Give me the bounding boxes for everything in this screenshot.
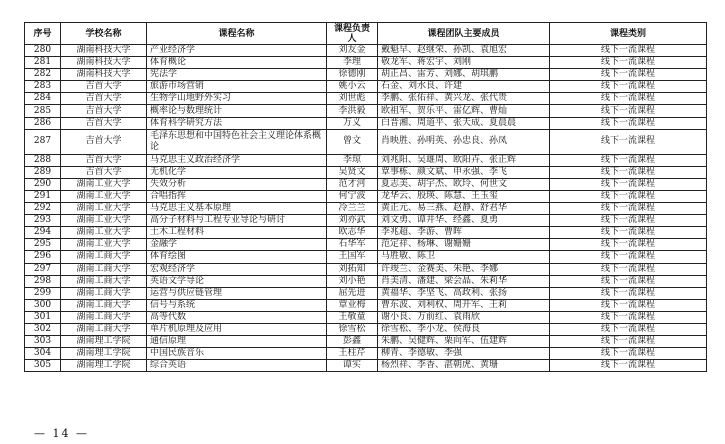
- row-course: 土木工程材料: [147, 227, 327, 239]
- row-no: 289: [25, 166, 61, 178]
- row-no: 292: [25, 203, 61, 215]
- row-type: 线下一流课程: [550, 93, 707, 105]
- row-school: 湖南工业大学: [61, 190, 147, 202]
- row-team: 戴魁早、赵继荣、孙凯、袁旭宏: [378, 45, 550, 57]
- row-type: 线下一流课程: [550, 348, 707, 360]
- row-no: 299: [25, 287, 61, 299]
- row-no: 283: [25, 81, 61, 93]
- table-row: [25, 178, 707, 190]
- row-team: 马胜敏、陈卫: [378, 251, 550, 263]
- row-leader: 王国军: [327, 251, 378, 263]
- header-leader: 课程负责人: [327, 23, 378, 45]
- row-team: 黄正元、易三燕、赵静、舒君华: [378, 203, 550, 215]
- row-no: 302: [25, 323, 61, 335]
- table-row: [25, 105, 707, 117]
- row-leader: 范才河: [327, 178, 378, 190]
- row-type: 线下一流课程: [550, 323, 707, 335]
- row-no: 305: [25, 360, 61, 372]
- row-course: 中国民族音乐: [147, 348, 327, 360]
- row-type: 线下一流课程: [550, 360, 707, 372]
- row-no: 304: [25, 348, 61, 360]
- row-team: 杨烈祥、李香、湛朝虎、黄珊: [378, 360, 550, 372]
- table-row: [25, 227, 707, 239]
- row-no: 282: [25, 69, 61, 81]
- row-school: 湖南理工学院: [61, 360, 147, 372]
- row-no: 300: [25, 299, 61, 311]
- row-type: 线下一流课程: [550, 117, 707, 129]
- row-leader: 何宁波: [327, 190, 378, 202]
- row-leader: 刘世彪: [327, 93, 378, 105]
- row-course: 英语文学导论: [147, 275, 327, 287]
- row-leader: 徐雪松: [327, 323, 378, 335]
- row-leader: 徐德刚: [327, 69, 378, 81]
- row-school: 湖南理工学院: [61, 336, 147, 348]
- header-type: 课程类别: [550, 23, 707, 45]
- row-no: 285: [25, 105, 61, 117]
- row-school: 湖南工商大学: [61, 287, 147, 299]
- row-no: 284: [25, 93, 61, 105]
- page-number: — 14 —: [34, 427, 89, 440]
- row-no: 293: [25, 215, 61, 227]
- row-leader: 吴贤文: [327, 166, 378, 178]
- row-leader: 覃业梅: [327, 299, 378, 311]
- row-team: 石金、刘水良、许建: [378, 81, 550, 93]
- row-course: 宪法学: [147, 69, 327, 81]
- row-school: 湖南理工学院: [61, 348, 147, 360]
- row-leader: 王柱芹: [327, 348, 378, 360]
- row-school: 湖南工商大学: [61, 323, 147, 335]
- row-school: 湖南工商大学: [61, 263, 147, 275]
- row-school: 湖南工业大学: [61, 227, 147, 239]
- row-leader: 姚小云: [327, 81, 378, 93]
- row-team: 肖映胜、孙明英、孙忠良、孙凤: [378, 129, 550, 154]
- table-row: [25, 348, 707, 360]
- row-type: 线下一流课程: [550, 178, 707, 190]
- course-table: [24, 22, 707, 372]
- table-body: [25, 45, 707, 372]
- row-type: 线下一流课程: [550, 154, 707, 166]
- table-row: [25, 215, 707, 227]
- row-leader: 欧志华: [327, 227, 378, 239]
- table-row: [25, 129, 707, 154]
- row-course: 旅游市场营销: [147, 81, 327, 93]
- row-course: 宏观经济学: [147, 263, 327, 275]
- table-row: [25, 275, 707, 287]
- row-type: 线下一流课程: [550, 311, 707, 323]
- row-school: 吉首大学: [61, 105, 147, 117]
- row-leader: 曾文: [327, 129, 378, 154]
- row-team: 敬龙军、蒋宏宇、刘刚: [378, 57, 550, 69]
- row-course: 信号与系统: [147, 299, 327, 311]
- row-type: 线下一流课程: [550, 215, 707, 227]
- row-team: 龙华云、殷瑛、陈慧、王玉玺: [378, 190, 550, 202]
- row-school: 湖南工商大学: [61, 251, 147, 263]
- row-team: 范定祥、杨琳、谢姗姗: [378, 239, 550, 251]
- table-row: [25, 251, 707, 263]
- row-no: 294: [25, 227, 61, 239]
- row-school: 吉首大学: [61, 81, 147, 93]
- row-leader: 彭鑫: [327, 336, 378, 348]
- row-school: 湖南工商大学: [61, 275, 147, 287]
- row-school: 湖南工业大学: [61, 178, 147, 190]
- row-course: 生物学山地野外实习: [147, 93, 327, 105]
- row-no: 298: [25, 275, 61, 287]
- row-school: 湖南科技大学: [61, 69, 147, 81]
- table-row: [25, 81, 707, 93]
- table-row: [25, 190, 707, 202]
- row-team: 黄福华、李坚飞、高政利、张扬: [378, 287, 550, 299]
- row-leader: 屈先进: [327, 287, 378, 299]
- row-no: 296: [25, 251, 61, 263]
- row-no: 280: [25, 45, 61, 57]
- row-course: 产业经济学: [147, 45, 327, 57]
- row-leader: 冷兰兰: [327, 203, 378, 215]
- row-leader: 刘拓知: [327, 263, 378, 275]
- row-type: 线下一流课程: [550, 190, 707, 202]
- row-school: 吉首大学: [61, 93, 147, 105]
- row-no: 291: [25, 190, 61, 202]
- row-no: 301: [25, 311, 61, 323]
- header-team: 课程团队主要成员: [378, 23, 550, 45]
- row-course: 综合英语: [147, 360, 327, 372]
- row-school: 湖南科技大学: [61, 45, 147, 57]
- row-type: 线下一流课程: [550, 275, 707, 287]
- table-header-row: [25, 23, 707, 45]
- row-team: 谢小良、万前红、袁雨欣: [378, 311, 550, 323]
- row-type: 线下一流课程: [550, 57, 707, 69]
- row-school: 湖南工业大学: [61, 239, 147, 251]
- row-team: 刘文勇、谭井华、经鑫、夏勇: [378, 215, 550, 227]
- row-type: 线下一流课程: [550, 227, 707, 239]
- row-leader: 王敬童: [327, 311, 378, 323]
- row-school: 湖南科技大学: [61, 57, 147, 69]
- row-course: 体育概论: [147, 57, 327, 69]
- table-row: [25, 287, 707, 299]
- table-row: [25, 263, 707, 275]
- table-row: [25, 69, 707, 81]
- row-team: 夏志美、胡宇杰、欧玲、何世文: [378, 178, 550, 190]
- row-team: 徐雪松、李小龙、侯海良: [378, 323, 550, 335]
- row-course: 通信原理: [147, 336, 327, 348]
- table-row: [25, 239, 707, 251]
- row-leader: 石华军: [327, 239, 378, 251]
- row-no: 286: [25, 117, 61, 129]
- row-leader: 李洪毅: [327, 105, 378, 117]
- row-team: 柳青、李德敏、李强: [378, 348, 550, 360]
- table-row: [25, 299, 707, 311]
- row-course: 运营与供应链管理: [147, 287, 327, 299]
- row-team: 曹东波、刘利权、周开军、王莉: [378, 299, 550, 311]
- row-leader: 刘小艳: [327, 275, 378, 287]
- table-row: [25, 311, 707, 323]
- row-type: 线下一流课程: [550, 251, 707, 263]
- row-no: 281: [25, 57, 61, 69]
- row-school: 吉首大学: [61, 117, 147, 129]
- row-type: 线下一流课程: [550, 299, 707, 311]
- header-no: 序号: [25, 23, 61, 45]
- row-course: 合唱指挥: [147, 190, 327, 202]
- row-leader: 刘亦武: [327, 215, 378, 227]
- row-school: 湖南工业大学: [61, 203, 147, 215]
- row-type: 线下一流课程: [550, 263, 707, 275]
- row-type: 线下一流课程: [550, 69, 707, 81]
- row-type: 线下一流课程: [550, 336, 707, 348]
- header-school: 学校名称: [61, 23, 147, 45]
- row-team: 李兆超、李游、曹晖: [378, 227, 550, 239]
- table-row: [25, 57, 707, 69]
- row-course: 马克思主义基本原理: [147, 203, 327, 215]
- row-type: 线下一流课程: [550, 129, 707, 154]
- row-team: 李鹏、张佑祥、黄兴龙、张代贵: [378, 93, 550, 105]
- table-row: [25, 203, 707, 215]
- row-school: 吉首大学: [61, 154, 147, 166]
- row-no: 295: [25, 239, 61, 251]
- row-course: 金融学: [147, 239, 327, 251]
- row-school: 湖南工商大学: [61, 311, 147, 323]
- row-school: 吉首大学: [61, 129, 147, 154]
- row-team: 许竣兰、金赛美、朱艳、李娜: [378, 263, 550, 275]
- row-team: 刘兆阳、吴雄周、欧阳卉、张正辉: [378, 154, 550, 166]
- row-course: 体育科学研究方法: [147, 117, 327, 129]
- row-type: 线下一流课程: [550, 287, 707, 299]
- row-leader: 李理: [327, 57, 378, 69]
- row-team: 肖美清、潘建、梁会晶、朱莉华: [378, 275, 550, 287]
- row-type: 线下一流课程: [550, 166, 707, 178]
- row-leader: 谭实: [327, 360, 378, 372]
- row-course: 马克思主义政治经济学: [147, 154, 327, 166]
- row-course: 失效分析: [147, 178, 327, 190]
- row-type: 线下一流课程: [550, 45, 707, 57]
- header-course: 课程名称: [147, 23, 327, 45]
- row-no: 287: [25, 129, 61, 154]
- row-course: 高分子材料与工程专业导论与研讨: [147, 215, 327, 227]
- row-team: 覃事栋、颜文斌、申永强、李飞: [378, 166, 550, 178]
- row-team: 朱鹏、吴健辉、栗向军、伍建辉: [378, 336, 550, 348]
- row-school: 湖南工商大学: [61, 299, 147, 311]
- row-type: 线下一流课程: [550, 203, 707, 215]
- row-leader: 李琼: [327, 154, 378, 166]
- row-course: 体育绘图: [147, 251, 327, 263]
- row-no: 288: [25, 154, 61, 166]
- table-row: [25, 336, 707, 348]
- row-leader: 刘友金: [327, 45, 378, 57]
- table-row: [25, 93, 707, 105]
- row-school: 吉首大学: [61, 166, 147, 178]
- table-row: [25, 323, 707, 335]
- row-school: 湖南工业大学: [61, 215, 147, 227]
- row-team: 欧祖军、贺乐平、雷亿辉、曹灿: [378, 105, 550, 117]
- row-no: 290: [25, 178, 61, 190]
- row-course: 毛泽东思想和中国特色社会主义理论体系概论: [147, 129, 327, 154]
- table-row: [25, 117, 707, 129]
- row-no: 297: [25, 263, 61, 275]
- row-course: 高等代数: [147, 311, 327, 323]
- table-row: [25, 154, 707, 166]
- row-course: 单片机原理及应用: [147, 323, 327, 335]
- table-row: [25, 45, 707, 57]
- row-leader: 万义: [327, 117, 378, 129]
- row-team: 白晋湘、周道平、张天成、夏晨晨: [378, 117, 550, 129]
- row-type: 线下一流课程: [550, 105, 707, 117]
- row-course: 概率论与数理统计: [147, 105, 327, 117]
- table-row: [25, 360, 707, 372]
- row-team: 胡正昌、雷芳、刘娜、胡琪鹏: [378, 69, 550, 81]
- row-course: 无机化学: [147, 166, 327, 178]
- row-type: 线下一流课程: [550, 81, 707, 93]
- row-no: 303: [25, 336, 61, 348]
- row-type: 线下一流课程: [550, 239, 707, 251]
- table-row: [25, 166, 707, 178]
